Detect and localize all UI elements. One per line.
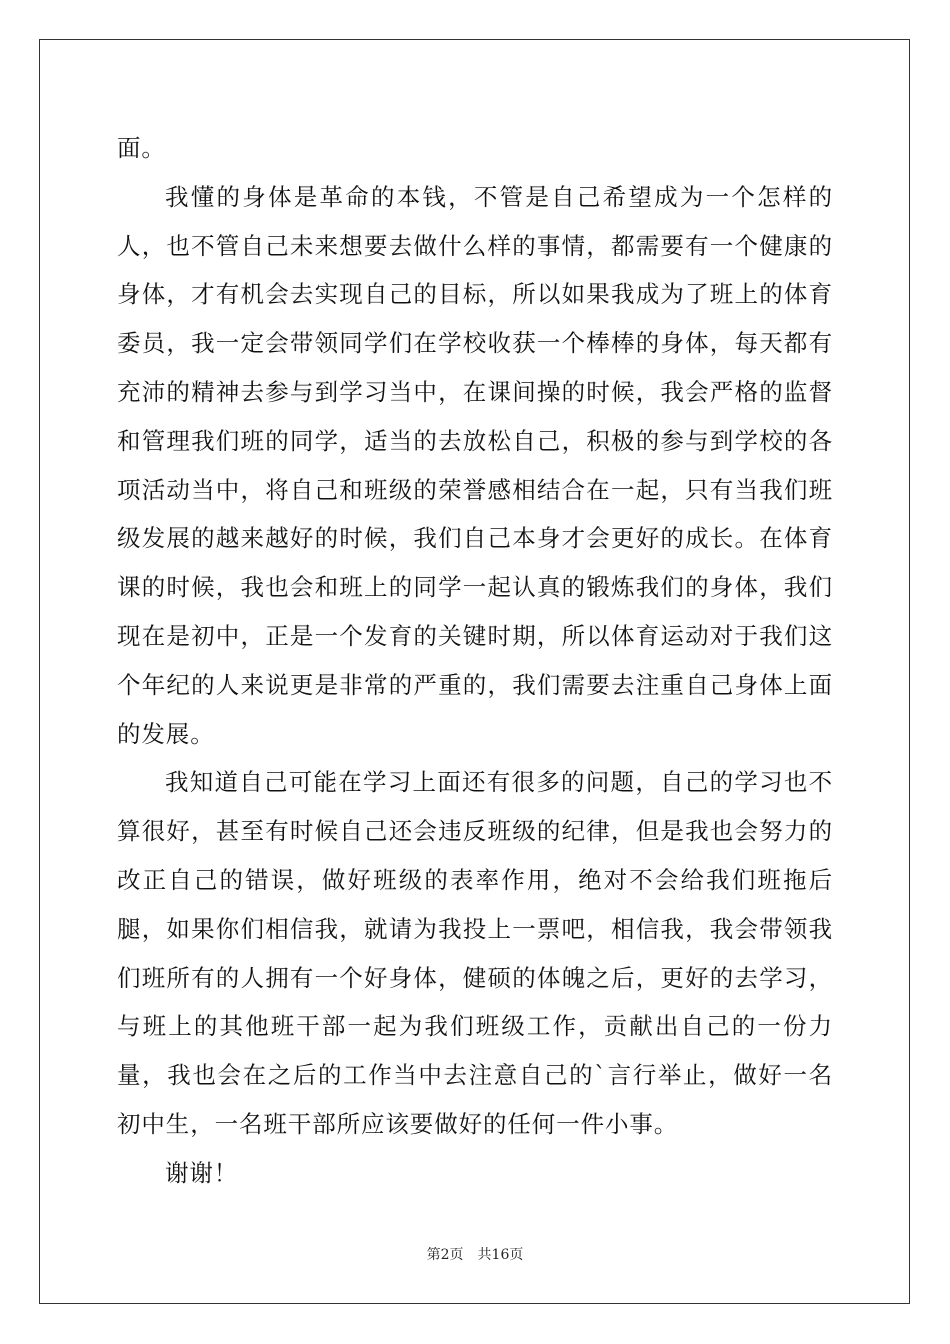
paragraph-continuation: 面。 bbox=[117, 134, 166, 162]
page-number-label: 第2页 共16页 bbox=[426, 1247, 524, 1263]
page-footer bbox=[0, 1244, 950, 1264]
document-body bbox=[117, 124, 833, 1198]
paragraph-health: 我懂的身体是革命的本钱，不管是自己希望成为一个怎样的人，也不管自己未来想要去做什么样的事情，都需要有一个健康的身体，才有机会去实现自己的目标，所以如果我成为了班上的体育委员，我一定会带领同学们在学校收获一个棒棒的身体，每天都有充沛的精神去参与到学习当中，在课间操的时候，我会严格的监督和管理我们班的同学，适当的去放松自己，积极的参与到学校的各项活动当中，将自己和班级的荣誉感相结合在一起，只有当我们班级发展的越来越好的时候，我们自己本身才会更好的成长。在体育课的时候，我也会和班上的同学一起认真的锻炼我们的身体，我们现在是初中，正是一个发育的关键时期，所以体育运动对于我们这个年纪的人来说更是非常的严重的，我们需要去注重自己身体上面的发展。 bbox=[117, 182, 833, 748]
paragraph-thanks: 谢谢！ bbox=[165, 1158, 239, 1187]
paragraph-commitment: 我知道自己可能在学习上面还有很多的问题，自己的学习也不算很好，甚至有时候自己还会违反班级的纪律，但是我也会努力的改正自己的错误，做好班级的表率作用，绝对不会给我们班拖后腿，如果你们相信我，就请为我投上一票吧，相信我，我会带领我们班所有的人拥有一个好身体，健硕的体魄之后，更好的去学习，与班上的其他班干部一起为我们班级工作，贡献出自己的一份力量，我也会在之后的工作当中去注意自己的`言行举止，做好一名初中生，一名班干部所应该要做好的任何一件小事。 bbox=[117, 768, 833, 1138]
